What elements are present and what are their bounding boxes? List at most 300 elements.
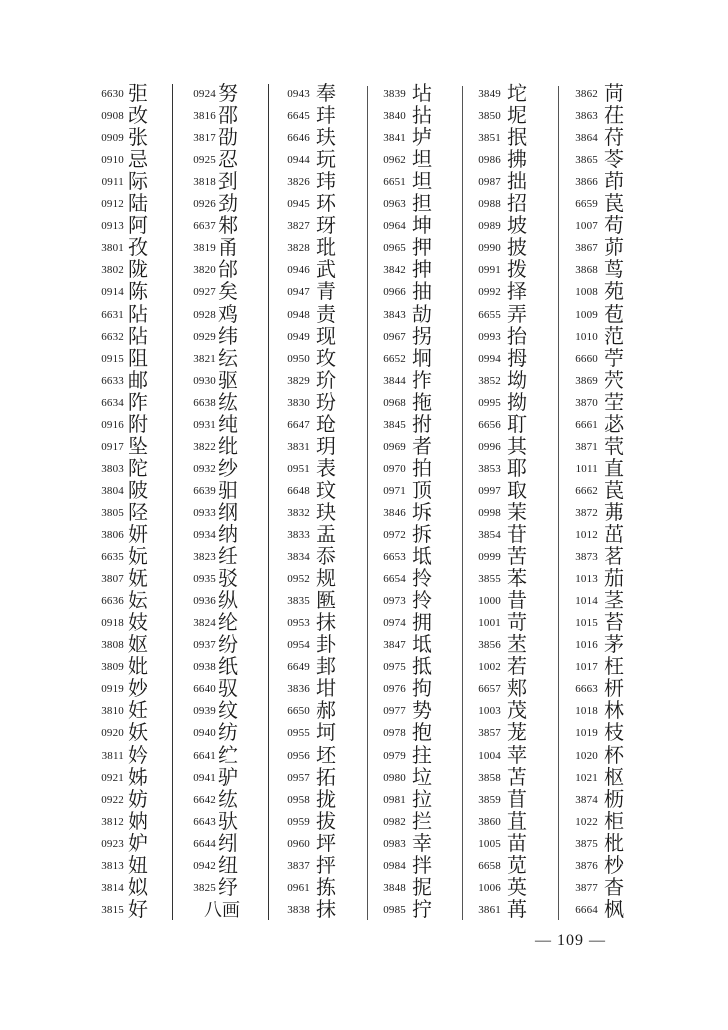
- char-code: 0963: [383, 198, 406, 211]
- hanzi-character: 范: [604, 323, 624, 348]
- entry-row: [370, 413, 440, 436]
- entry-row: [180, 303, 250, 326]
- entry-row: [465, 876, 535, 899]
- entry-row: [465, 832, 535, 855]
- char-code: 6661: [575, 418, 598, 431]
- char-code: 0975: [383, 661, 406, 674]
- hanzi-character: 努: [218, 81, 238, 105]
- entry-row: [465, 236, 535, 259]
- hanzi-character: 驳: [218, 566, 238, 591]
- char-code: 6646: [287, 132, 310, 145]
- char-code: 3846: [383, 506, 406, 519]
- hanzi-character: 坡: [507, 213, 527, 238]
- char-code: 3861: [478, 903, 501, 916]
- entry-row: [274, 567, 344, 590]
- entry-row: [274, 170, 344, 193]
- hanzi-character: 茕: [604, 433, 624, 458]
- hanzi-character: 妩: [128, 566, 148, 591]
- char-code: 6645: [287, 110, 310, 123]
- entry-row: [88, 721, 158, 744]
- char-code: 0952: [287, 573, 310, 586]
- char-code: 3877: [575, 881, 598, 894]
- entry-row: [274, 479, 344, 502]
- hanzi-character: 其: [507, 433, 527, 458]
- char-code: 0938: [193, 661, 216, 674]
- hanzi-character: 妗: [128, 742, 148, 767]
- char-code: 3863: [575, 110, 598, 123]
- entry-row: [465, 126, 535, 149]
- char-code: 0925: [193, 154, 216, 167]
- entry-row: [274, 280, 344, 303]
- char-code: 3851: [478, 132, 501, 145]
- entry-row: [180, 258, 250, 281]
- char-code: 3855: [478, 573, 501, 586]
- char-code: 0929: [193, 330, 216, 343]
- entry-row: [88, 104, 158, 127]
- hanzi-character: 茌: [604, 103, 624, 128]
- entry-row: [274, 766, 344, 789]
- entry-row: [370, 303, 440, 326]
- hanzi-character: 苔: [604, 610, 624, 635]
- hanzi-character: 纴: [218, 544, 238, 569]
- entry-row: [180, 236, 250, 259]
- char-code: 0981: [383, 793, 406, 806]
- char-code: 0955: [287, 727, 310, 740]
- hanzi-character: 姒: [128, 874, 148, 899]
- char-code: 0983: [383, 837, 406, 850]
- char-code: 6664: [575, 903, 598, 916]
- entry-row: [465, 744, 535, 767]
- hanzi-character: 玮: [316, 169, 336, 194]
- char-code: 0937: [193, 639, 216, 652]
- entry-row: [88, 479, 158, 502]
- hanzi-character: 拎: [412, 588, 432, 613]
- entry-row: [560, 699, 635, 722]
- hanzi-character: 阿: [128, 213, 148, 238]
- entry-row: [370, 82, 440, 105]
- char-code: 0972: [383, 529, 406, 541]
- entry-row: [274, 744, 344, 767]
- entry-row: [88, 236, 158, 259]
- hanzi-character: 妞: [128, 852, 148, 877]
- hanzi-character: 弡: [128, 81, 148, 105]
- hanzi-character: 担: [412, 191, 432, 216]
- entry-row: [180, 699, 250, 722]
- hanzi-character: 阼: [128, 389, 148, 414]
- entry-row: [180, 347, 250, 370]
- hanzi-character: 枝: [604, 720, 624, 745]
- char-code: 0968: [383, 396, 406, 409]
- entry-row: [274, 677, 344, 700]
- entry-row: [560, 721, 635, 744]
- hanzi-character: 纹: [218, 698, 238, 723]
- entry-row: [560, 391, 635, 414]
- entry-row: [180, 192, 250, 215]
- hanzi-character: 抨: [316, 852, 336, 877]
- char-code: 3837: [287, 859, 310, 872]
- hanzi-character: 抿: [507, 125, 527, 150]
- char-code: 1017: [575, 661, 598, 674]
- char-code: 3868: [575, 264, 598, 277]
- hanzi-character: 苧: [604, 345, 624, 370]
- char-code: 1000: [478, 595, 501, 608]
- entry-row: [274, 633, 344, 656]
- entry-row: [88, 766, 158, 789]
- entry-row: [370, 677, 440, 700]
- hanzi-character: 拇: [507, 345, 527, 370]
- entry-row: [465, 567, 535, 590]
- column-divider: [367, 86, 368, 920]
- char-code: 3874: [575, 793, 598, 806]
- hanzi-character: 拔: [316, 808, 336, 833]
- char-code: 0994: [478, 352, 501, 365]
- hanzi-character: 玞: [316, 125, 336, 150]
- char-code: 0959: [287, 815, 310, 828]
- char-code: 0998: [478, 506, 501, 519]
- entry-row: [88, 744, 158, 767]
- char-code: 6657: [478, 683, 501, 696]
- entry-row: [180, 677, 250, 700]
- entry-row: [274, 655, 344, 678]
- hanzi-character: 坫: [412, 81, 432, 105]
- char-code: 3847: [383, 639, 406, 652]
- hanzi-character: 奉: [316, 81, 336, 105]
- char-code: 0976: [383, 683, 406, 696]
- hanzi-character: 际: [128, 169, 148, 194]
- entry-row: [88, 303, 158, 326]
- entry-row: [274, 413, 344, 436]
- char-code: 0933: [193, 506, 216, 519]
- char-code: 6641: [193, 749, 216, 762]
- entry-row: [560, 567, 635, 590]
- hanzi-character: 纼: [218, 830, 238, 855]
- char-code: 3823: [193, 551, 216, 564]
- hanzi-character: 坷: [316, 720, 336, 745]
- char-code: 1009: [575, 308, 598, 321]
- char-column-4: [370, 82, 440, 922]
- char-code: 0964: [383, 220, 406, 233]
- hanzi-character: 甬: [218, 235, 238, 260]
- char-code: 0965: [383, 242, 406, 255]
- entry-row: [180, 611, 250, 634]
- char-code: 1005: [478, 837, 501, 850]
- char-code: 3805: [101, 506, 124, 519]
- entry-row: [274, 523, 344, 546]
- hanzi-character: 纮: [218, 389, 238, 414]
- entry-row: [560, 258, 635, 281]
- char-code: 3817: [193, 132, 216, 145]
- char-code: 6650: [287, 705, 310, 718]
- hanzi-character: 玢: [316, 389, 336, 414]
- hanzi-character: 玭: [316, 235, 336, 260]
- hanzi-character: 玡: [316, 213, 336, 238]
- entry-row: [560, 347, 635, 370]
- char-code: 0956: [287, 749, 310, 762]
- char-code: 3848: [383, 881, 406, 894]
- hanzi-character: 枅: [604, 676, 624, 701]
- entry-row: [370, 258, 440, 281]
- entry-row: [88, 677, 158, 700]
- entry-row: [560, 766, 635, 789]
- hanzi-character: 玩: [316, 147, 336, 172]
- char-code: 6636: [101, 595, 124, 608]
- hanzi-character: 好: [128, 896, 148, 921]
- char-code: 6632: [101, 330, 124, 343]
- entry-row: [560, 435, 635, 458]
- entry-row: [370, 788, 440, 811]
- hanzi-character: 妣: [128, 654, 148, 679]
- hanzi-character: 杪: [604, 852, 624, 877]
- char-code: 0922: [101, 793, 124, 806]
- entry-row: [274, 82, 344, 105]
- hanzi-character: 林: [604, 698, 624, 723]
- entry-row: [560, 104, 635, 127]
- hanzi-character: 拃: [412, 367, 432, 392]
- entry-row: [370, 721, 440, 744]
- entry-row: [88, 413, 158, 436]
- hanzi-character: 坰: [412, 345, 432, 370]
- hanzi-character: 姊: [128, 764, 148, 789]
- hanzi-character: 附: [128, 411, 148, 436]
- entry-row: [88, 876, 158, 899]
- hanzi-character: 阽: [128, 301, 148, 326]
- entry-row: [370, 545, 440, 568]
- char-code: 0967: [383, 330, 406, 343]
- char-code: 3813: [101, 859, 124, 872]
- entry-row: [560, 744, 635, 767]
- hanzi-character: 刭: [218, 169, 238, 194]
- entry-row: [88, 545, 158, 568]
- char-code: 6638: [193, 396, 216, 409]
- hanzi-character: 拄: [412, 742, 432, 767]
- hanzi-character: 陈: [128, 279, 148, 304]
- char-code: 0941: [193, 771, 216, 784]
- char-code: 3854: [478, 529, 501, 541]
- char-code: 6654: [383, 573, 406, 586]
- hanzi-character: 玫: [316, 345, 336, 370]
- hanzi-character: 抽: [412, 279, 432, 304]
- entry-row: [370, 391, 440, 414]
- entry-row: [88, 126, 158, 149]
- char-code: 0971: [383, 484, 406, 497]
- hanzi-character: 枢: [604, 764, 624, 789]
- entry-row: [370, 832, 440, 855]
- char-code: 0944: [287, 154, 310, 167]
- entry-row: [465, 633, 535, 656]
- entry-row: [180, 413, 250, 436]
- entry-row: [88, 170, 158, 193]
- entry-row: [88, 457, 158, 480]
- hanzi-character: 邰: [218, 257, 238, 282]
- entry-row: [180, 148, 250, 171]
- entry-row: [465, 699, 535, 722]
- char-code: 6644: [193, 837, 216, 850]
- char-code: 1013: [575, 573, 598, 586]
- entry-row: [465, 369, 535, 392]
- hanzi-character: 择: [507, 279, 527, 304]
- hanzi-character: 郏: [507, 676, 527, 701]
- char-code: 3843: [383, 308, 406, 321]
- char-code: 0919: [101, 683, 124, 696]
- char-code: 1014: [575, 595, 598, 608]
- char-code: 3815: [101, 903, 124, 916]
- hanzi-character: 孜: [128, 235, 148, 260]
- char-code: 3860: [478, 815, 501, 828]
- entry-row: [465, 589, 535, 612]
- hanzi-character: 垃: [412, 764, 432, 789]
- entry-row: [465, 545, 535, 568]
- entry-row: [560, 788, 635, 811]
- char-code: 3838: [287, 903, 310, 916]
- entry-row: [560, 854, 635, 877]
- entry-row: [88, 369, 158, 392]
- entry-row: [560, 236, 635, 259]
- char-code: 3845: [383, 418, 406, 431]
- char-code: 3825: [193, 881, 216, 894]
- char-code: 3839: [383, 88, 406, 100]
- char-code: 0927: [193, 286, 216, 299]
- char-code: 0943: [287, 88, 310, 100]
- column-divider: [462, 86, 463, 920]
- hanzi-character: 柜: [604, 808, 624, 833]
- entry-row: [180, 523, 250, 546]
- entry-row: [370, 170, 440, 193]
- entry-row: [274, 104, 344, 127]
- char-code: 1021: [575, 771, 598, 784]
- entry-row: [370, 325, 440, 348]
- char-code: 1012: [575, 529, 598, 541]
- entry-row: [465, 479, 535, 502]
- hanzi-character: 势: [412, 698, 432, 723]
- hanzi-character: 玦: [316, 499, 336, 524]
- char-code: 0962: [383, 154, 406, 167]
- entry-row: [180, 391, 250, 414]
- entry-row: [274, 457, 344, 480]
- hanzi-character: 劲: [218, 191, 238, 216]
- hanzi-character: 杯: [604, 742, 624, 767]
- entry-row: [560, 523, 635, 546]
- char-code: 6637: [193, 220, 216, 233]
- char-code: 3867: [575, 242, 598, 255]
- hanzi-character: 坤: [412, 213, 432, 238]
- char-column-3: [274, 82, 344, 922]
- char-column-2: [180, 82, 250, 922]
- char-code: 3808: [101, 639, 124, 652]
- hanzi-character: 苘: [604, 81, 624, 105]
- hanzi-character: 拉: [412, 786, 432, 811]
- hanzi-character: 抻: [412, 257, 432, 282]
- char-code: 6653: [383, 551, 406, 564]
- hanzi-character: 苦: [507, 544, 527, 569]
- entry-row: [180, 170, 250, 193]
- hanzi-character: 拨: [507, 257, 527, 282]
- entry-row: [180, 369, 250, 392]
- hanzi-character: 纶: [218, 610, 238, 635]
- entry-row: [560, 303, 635, 326]
- char-code: 3833: [287, 529, 310, 541]
- hanzi-character: 苓: [604, 147, 624, 172]
- entry-row: [560, 148, 635, 171]
- entry-row: [465, 854, 535, 877]
- entry-row: [560, 479, 635, 502]
- entry-row: [180, 589, 250, 612]
- entry-row: [465, 325, 535, 348]
- char-code: 1020: [575, 749, 598, 762]
- char-code: 0986: [478, 154, 501, 167]
- entry-row: [370, 369, 440, 392]
- char-code: 1007: [575, 220, 598, 233]
- entry-row: [274, 347, 344, 370]
- hanzi-character: 顶: [412, 477, 432, 502]
- char-code: 0989: [478, 220, 501, 233]
- hanzi-character: 环: [316, 191, 336, 216]
- char-code: 3828: [287, 242, 310, 255]
- entry-row: [370, 611, 440, 634]
- char-code: 6662: [575, 484, 598, 497]
- hanzi-character: 茅: [604, 632, 624, 657]
- entry-row: [180, 744, 250, 767]
- char-code: 3819: [193, 242, 216, 255]
- entry-row: [180, 832, 250, 855]
- entry-row: [180, 501, 250, 524]
- char-code: 0909: [101, 132, 124, 145]
- char-code: 0928: [193, 308, 216, 321]
- hanzi-character: 拐: [412, 323, 432, 348]
- entry-row: [88, 82, 158, 105]
- entry-row: [370, 523, 440, 546]
- char-code: 3849: [478, 88, 501, 100]
- hanzi-character: 坪: [316, 830, 336, 855]
- hanzi-character: 苻: [604, 125, 624, 150]
- entry-row: [465, 192, 535, 215]
- hanzi-character: 纬: [218, 323, 238, 348]
- entry-row: [180, 126, 250, 149]
- entry-row: [560, 810, 635, 833]
- entry-row: [88, 611, 158, 634]
- hanzi-character: 抱: [412, 720, 432, 745]
- hanzi-character: 茑: [604, 257, 624, 282]
- entry-row: [370, 567, 440, 590]
- hanzi-character: 苴: [507, 808, 527, 833]
- hanzi-character: 拎: [412, 566, 432, 591]
- hanzi-character: 妓: [128, 610, 148, 635]
- hanzi-character: 拥: [412, 610, 432, 635]
- char-code: 3820: [193, 264, 216, 277]
- char-code: 0957: [287, 771, 310, 784]
- entry-row: [180, 633, 250, 656]
- hanzi-character: 陇: [128, 257, 148, 282]
- char-code: 0948: [287, 308, 310, 321]
- hanzi-character: 盂: [316, 522, 336, 546]
- hanzi-character: 苟: [604, 213, 624, 238]
- hanzi-character: 责: [316, 301, 336, 326]
- char-code: 3865: [575, 154, 598, 167]
- char-code: 0992: [478, 286, 501, 299]
- char-code: 3871: [575, 440, 598, 453]
- char-code: 0966: [383, 286, 406, 299]
- entry-row: [370, 280, 440, 303]
- char-code: 0961: [287, 881, 310, 894]
- hanzi-character: 苫: [507, 764, 527, 789]
- entry-row: [370, 501, 440, 524]
- hanzi-character: 妪: [128, 632, 148, 657]
- hanzi-character: 拈: [412, 103, 432, 128]
- char-code: 0954: [287, 639, 310, 652]
- entry-row: [465, 611, 535, 634]
- hanzi-character: 昔: [507, 588, 527, 613]
- char-code: 3870: [575, 396, 598, 409]
- hanzi-character: 妍: [128, 522, 148, 546]
